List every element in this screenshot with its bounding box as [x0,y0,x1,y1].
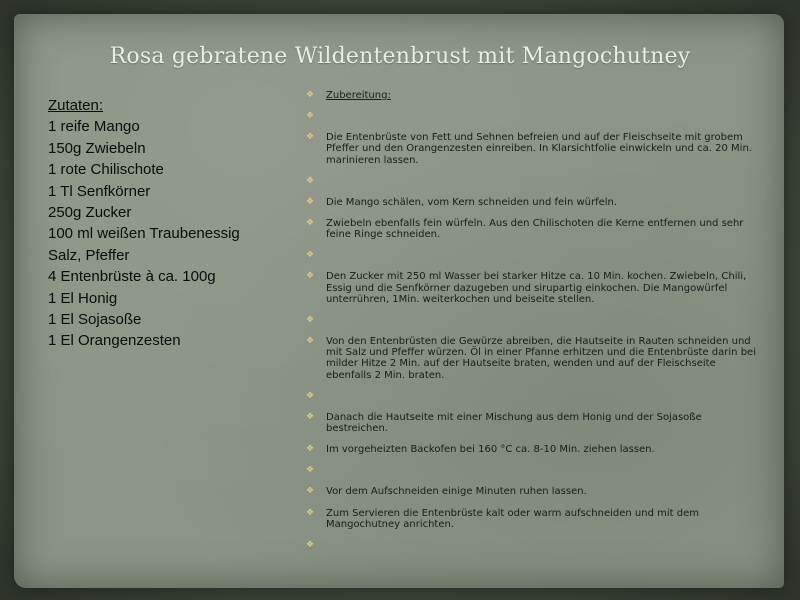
preparation-step [306,391,758,402]
step-text: Danach die Hautseite mit einer Mischung aus dem Honig und der Sojasoße bestreichen. [326,411,702,435]
preparation-step [306,508,758,530]
step-text: Zum Servieren die Entenbrüste kalt oder warm aufschneiden und mit dem Mangochutney anrichten. [326,507,699,530]
preparation-step [306,486,758,497]
diamond-bullet-icon: ❖ [306,218,315,229]
diamond-bullet-icon: ❖ [306,132,315,143]
preparation-step [306,218,758,240]
diamond-bullet-icon: ❖ [306,175,315,186]
diamond-bullet-icon: ❖ [306,111,315,122]
step-text: Zwiebeln ebenfalls fein würfeln. Aus den Chilischoten die Kerne entfernen und sehr feine Ringe schneiden. [326,218,744,241]
preparation-step [306,271,758,305]
preparation-step [306,132,758,166]
preparation-heading: Zubereitung: [326,90,391,101]
diamond-bullet-icon: ❖ [306,444,315,455]
step-text: Im vorgeheizten Backofen bei 160 °C ca. 8-10 Min. ziehen lassen. [326,444,655,456]
diamond-bullet-icon: ❖ [306,271,315,282]
preparation-step [306,111,758,122]
diamond-bullet-icon: ❖ [306,486,315,497]
preparation-step [306,197,758,208]
preparation-step [306,540,758,551]
diamond-bullet-icon: ❖ [306,90,315,100]
step-text: Die Mango schälen, vom Kern schneiden und fein würfeln. [326,196,618,208]
ingredient-item: 1 reife Mango [48,118,140,136]
diamond-bullet-icon: ❖ [306,250,315,261]
ingredients-heading: Zutaten: [48,97,104,114]
diamond-bullet-icon: ❖ [306,507,315,518]
preparation-step [306,412,758,434]
step-text: Vor dem Aufschneiden einige Minuten ruhen lassen. [326,486,587,498]
ingredient-item: 4 Entenbrüste à ca. 100g [48,268,216,286]
step-text: Von den Entenbrüsten die Gewürze abreiben, die Hautseite in Rauten schneiden und mit Salz und Pfeffer würzen. Öl in einer Pfanne erhitzen und die Entenbrüste darin bei milder Hitze 2 Min. auf der Hautseite braten, wenden und auf der Fleischseite ebenfalls 2 Min. braten. [326,336,756,381]
preparation-step [306,250,758,261]
ingredient-item: 1 rote Chilischote [48,161,164,179]
diamond-bullet-icon: ❖ [306,465,315,476]
ingredient-item: 1 El Sojasoße [48,311,142,329]
ingredient-item: 1 El Honig [48,289,118,307]
ingredient-item: 150g Zwiebeln [48,139,146,157]
ingredient-item: 1 Tl Senfkörner [48,182,151,200]
ingredient-item: 250g Zucker [48,204,132,222]
preparation-step [306,336,758,381]
preparation-step [306,444,758,455]
preparation-list [306,90,758,561]
preparation-heading-item [306,90,758,101]
preparation-step [306,465,758,476]
preparation-step [306,176,758,187]
preparation-step [306,315,758,326]
diamond-bullet-icon: ❖ [306,196,315,207]
slide-title: Rosa gebratene Wildentenbrust mit Mangochutney [109,44,691,69]
ingredients-list [48,95,318,352]
ingredient-item: 1 El Orangenzesten [48,332,181,350]
diamond-bullet-icon: ❖ [306,336,315,347]
diamond-bullet-icon: ❖ [306,540,315,551]
step-text: Die Entenbrüste von Fett und Sehnen befreien und auf der Fleischseite mit grobem Pfeffer und den Orangenzesten einreiben. In Klarsichtfolie einwickeln und ca. 20 Min. marinieren lassen. [326,132,752,166]
diamond-bullet-icon: ❖ [306,315,315,326]
step-text: Den Zucker mit 250 ml Wasser bei starker Hitze ca. 10 Min. kochen. Zwiebeln, Chili, Essig und die Senfkörner dazugeben und sirupartig einkochen. Die Mangowürfel unterrühren, 1Min. weiterkochen und beiseite stellen. [326,271,747,305]
ingredient-item: Salz, Pfeffer [48,246,130,264]
diamond-bullet-icon: ❖ [306,411,315,422]
ingredient-item: 100 ml weißen Traubenessig [48,225,240,243]
diamond-bullet-icon: ❖ [306,390,315,401]
